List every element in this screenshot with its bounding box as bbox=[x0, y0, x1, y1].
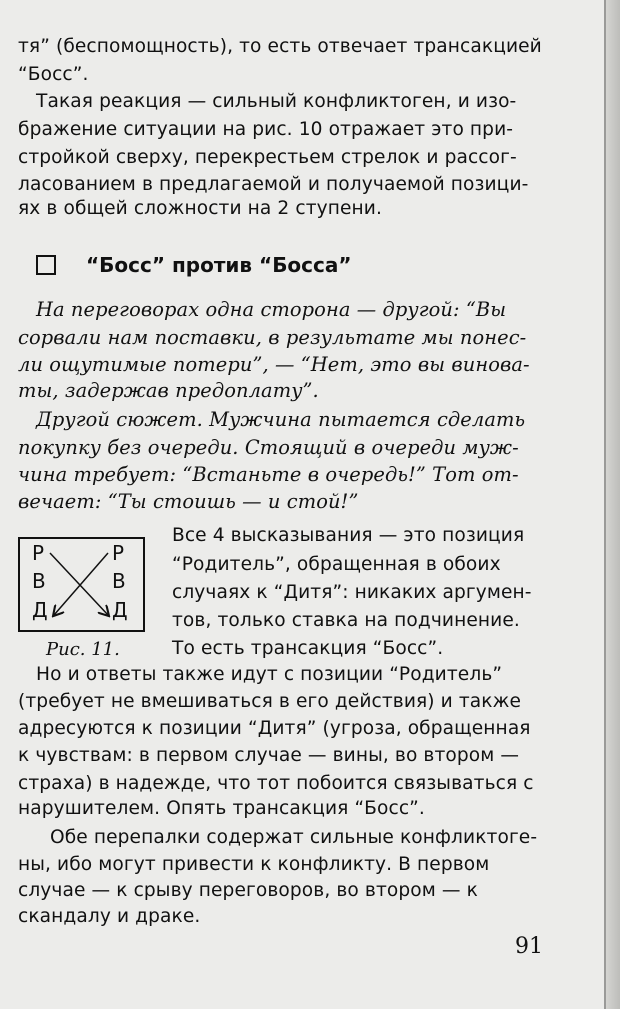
text-line: тя” (беспомощность), то есть отвечает трансакцией bbox=[18, 36, 542, 57]
figure-diagram bbox=[18, 537, 145, 632]
text-line: Но и ответы также идут с позиции “Родитель” bbox=[36, 664, 503, 685]
text-line: чина требует: “Встаньте в очередь!” Тот от- bbox=[18, 463, 519, 486]
text-line: ях в общей сложности на 2 ступени. bbox=[18, 198, 382, 219]
text-line: покупку без очереди. Стоящий в очереди муж- bbox=[18, 436, 519, 459]
text-line: бражение ситуации на рис. 10 отражает это при- bbox=[18, 119, 514, 140]
left-label-parent: Р bbox=[32, 541, 45, 565]
text-line: случаях к “Дитя”: никаких аргумен- bbox=[172, 582, 532, 603]
text-line: к чувствам: в первом случае — вины, во втором — bbox=[18, 745, 520, 766]
text-line: ны, ибо могут привести к конфликту. В первом bbox=[18, 854, 490, 875]
text-line: случае — к срыву переговоров, во втором — к bbox=[18, 880, 478, 901]
page-edge bbox=[604, 0, 620, 1009]
figure-caption: Рис. 11. bbox=[46, 639, 120, 660]
text-line: ты, задержав предоплату”. bbox=[18, 379, 319, 402]
left-label-adult: В bbox=[32, 569, 46, 593]
section-heading-text: “Босс” против “Босса” bbox=[86, 253, 352, 277]
section-heading bbox=[36, 253, 352, 277]
text-line: стройкой сверху, перекрестьем стрелок и рассог- bbox=[18, 147, 517, 168]
text-line: ли ощутимые потери”, — “Нет, это вы винова- bbox=[18, 353, 530, 376]
text-line: Все 4 высказывания — это позиция bbox=[172, 525, 525, 546]
text-line: страха) в надежде, что тот побоится связываться с bbox=[18, 773, 534, 794]
text-line: вечает: “Ты стоишь — и стой!” bbox=[18, 490, 359, 513]
text-line: “Босс”. bbox=[18, 64, 89, 85]
text-line: Такая реакция — сильный конфликтоген, и изо- bbox=[36, 91, 517, 112]
page-number: 91 bbox=[515, 934, 543, 959]
text-line: (требует не вмешиваться в его действия) и также bbox=[18, 691, 521, 712]
text-line: То есть трансакция “Босс”. bbox=[172, 638, 444, 659]
text-line: Другой сюжет. Мужчина пытается сделать bbox=[36, 408, 526, 431]
text-line: тов, только ставка на подчинение. bbox=[172, 610, 520, 631]
text-line: адресуются к позиции “Дитя” (угроза, обращенная bbox=[18, 718, 531, 739]
text-line: “Родитель”, обращенная в обоих bbox=[172, 554, 501, 575]
text-line: ласованием в предлагаемой и получаемой позици- bbox=[18, 174, 529, 195]
right-label-parent: Р bbox=[112, 541, 125, 565]
text-line: Обе перепалки содержат сильные конфликтоге- bbox=[50, 827, 538, 848]
left-label-child: Д bbox=[32, 598, 48, 622]
square-bullet-icon bbox=[36, 255, 56, 275]
text-line: сорвали нам поставки, в результате мы понес- bbox=[18, 326, 527, 349]
text-line: нарушителем. Опять трансакция “Босс”. bbox=[18, 798, 425, 819]
right-label-child: Д bbox=[112, 598, 128, 622]
text-line: скандалу и драке. bbox=[18, 906, 201, 927]
right-label-adult: В bbox=[112, 569, 126, 593]
text-line: На переговорах одна сторона — другой: “Вы bbox=[36, 298, 507, 321]
